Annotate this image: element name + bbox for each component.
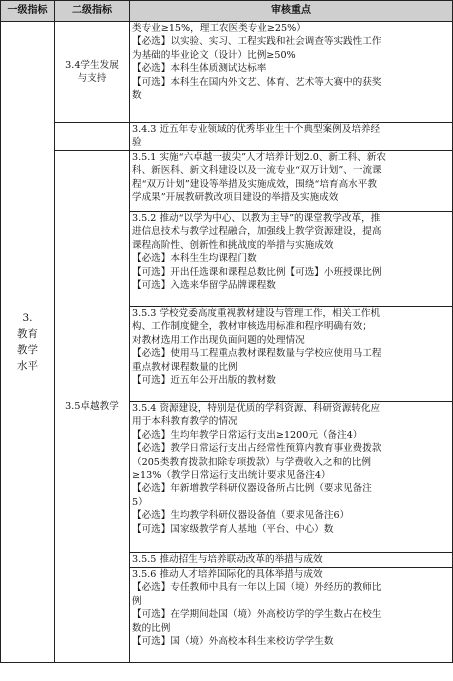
review-3-5-6 (130, 568, 453, 663)
review-line: 重点教材课程数量的比例 (132, 361, 238, 373)
review-line: 3.5.5 推动招生与培养联动改革的举措与成效 (132, 554, 323, 565)
review-line: 【可选】国家级教学育人基地（平台、中心）数 (132, 523, 334, 535)
review-line: 3.5.2 推动“以学为中心、以教为主导”的课堂教学改革，推 (132, 213, 381, 224)
review-line: 【必选】生均年教学日常运行支出≥1200元（备注4） (132, 429, 363, 441)
review-3-5-4 (130, 402, 453, 553)
review-line: 对教材选用工作出现负面问题的处理情况 (132, 334, 305, 346)
review-line: 【必选】本科生体质测试达标率 (132, 63, 267, 75)
level1-cell (1, 22, 55, 663)
review-3-5-1 (130, 151, 453, 212)
review-line: 3.4.3 近五年专业领域的优秀毕业生十个典型案例及培养经 (132, 124, 381, 135)
review-line: 类专业≥15%，理工农医类专业≥25%） (132, 23, 306, 34)
review-line: 【可选】本科生在国内外文艺、体育、艺术等大赛中的获奖 (132, 76, 382, 88)
review-line: 5） (132, 496, 148, 508)
review-line: 【必选】专任教师中具有一年以上国（境）外经历的教师比 (132, 582, 382, 594)
review-line: 数的比例 (132, 622, 171, 634)
review-3-5-6-text (132, 568, 450, 648)
review-line: 【必选】年新增教学科研仪器设备所占比例（要求见备注 (132, 483, 372, 495)
level1-label: 3. 教育 教学 水平 (17, 312, 38, 372)
review-line: 【可选】国（境）外高校本科生来校访学学生数 (132, 636, 334, 648)
review-line: 课程高阶性、创新性和挑战度的举措与实施成效 (132, 239, 334, 251)
review-line: 【必选】使用马工程重点教材课程数量与学校应使用马工程 (132, 348, 382, 360)
level2-3-4 (55, 22, 130, 123)
review-3-4-1-text (132, 22, 450, 102)
review-line: 【必选】本科生生均课程门数 (132, 253, 257, 265)
review-line: 3.5.1 实施“六卓越一拔尖”人才培养计划2.0、新工科、新农 (132, 152, 386, 163)
review-line: 【必选】生均教学科研仪器设备值（要求见备注6） (132, 510, 350, 522)
review-line: 进信息技术与教学过程融合，加强线上教学资源建设，提高 (132, 226, 382, 238)
review-line: 3.5.3 学校党委高度重视教材建设与管理工作，相关工作机 (132, 308, 381, 319)
review-line: 3.5.6 推动人才培养国际化的具体举措与成效 (132, 569, 323, 580)
row-3-4-3 (1, 123, 453, 151)
review-line: 【可选】入选来华留学品牌课程数 (132, 280, 276, 292)
review-3-5-5-text (132, 553, 450, 566)
review-line: 【必选】教学日常运行支出占经常性预算内教育事业费拨款 (132, 443, 382, 455)
review-line: 数 (132, 90, 142, 102)
review-line: 学成果”开展教研教改项目建设的举措及实施成效 (132, 192, 339, 204)
header-row (1, 1, 453, 22)
review-line: 科、新医科、新文科建设以及一流专业“双万计划”、一流课 (132, 165, 382, 177)
review-line: 构、工作制度健全，教材审核选用标准和程序明确有效； (132, 321, 372, 333)
review-3-5-1-text (132, 151, 450, 205)
review-3-5-5 (130, 553, 453, 568)
review-3-5-3 (130, 307, 453, 402)
level2-3-4-cont (55, 123, 130, 151)
review-3-4-3-text (132, 123, 450, 150)
header-review-focus: 审核重点 (130, 1, 453, 22)
header-level2: 二级指标 (55, 1, 130, 22)
review-line: 【可选】近五年公开出版的教材数 (132, 375, 276, 387)
level2-3-5 (55, 151, 130, 663)
review-3-5-3-text (132, 307, 450, 387)
review-line: 程“双万计划”建设等举措及实施成效，围绕“培育高水平教 (132, 178, 377, 190)
review-line: 3.5.4 资源建设，特别是优质的学科资源、科研资源转化应 (132, 403, 381, 414)
review-line: 例 (132, 595, 142, 607)
review-line: 用于本科教育教学的情况 (132, 416, 238, 428)
review-3-5-4-text (132, 402, 450, 536)
review-3-4-3 (130, 123, 453, 151)
review-line: 为基础的毕业论文（设计）比例≥50% (132, 49, 296, 61)
review-line: 【必选】以实验、实习、工程实践和社会调查等实践性工作 (132, 36, 382, 48)
review-line: （205类教育拨款扣除专项拨款）与学费收入之和的比例 (132, 456, 371, 468)
review-line: 【可选】在学期间赴国（境）外高校访学的学生数占在校生 (132, 609, 382, 621)
review-line: 【可选】开出任选课和课程总数比例【可选】小班授课比例 (132, 266, 382, 278)
row-3-5-1 (1, 151, 453, 212)
header-level1: 一级指标 (1, 1, 55, 22)
level2-3-4-label: 3.4学生发展与支持 (65, 59, 119, 84)
review-3-4-1 (130, 22, 453, 123)
review-line: ≥13%（教学日常运行支出统计要求见备注4） (132, 470, 331, 482)
review-3-5-2-text (132, 212, 450, 292)
review-line: 验 (132, 137, 142, 149)
row-3-4-1 (1, 22, 453, 123)
level2-3-5-label: 3.5卓越教学 (65, 400, 119, 412)
review-3-5-2 (130, 212, 453, 307)
